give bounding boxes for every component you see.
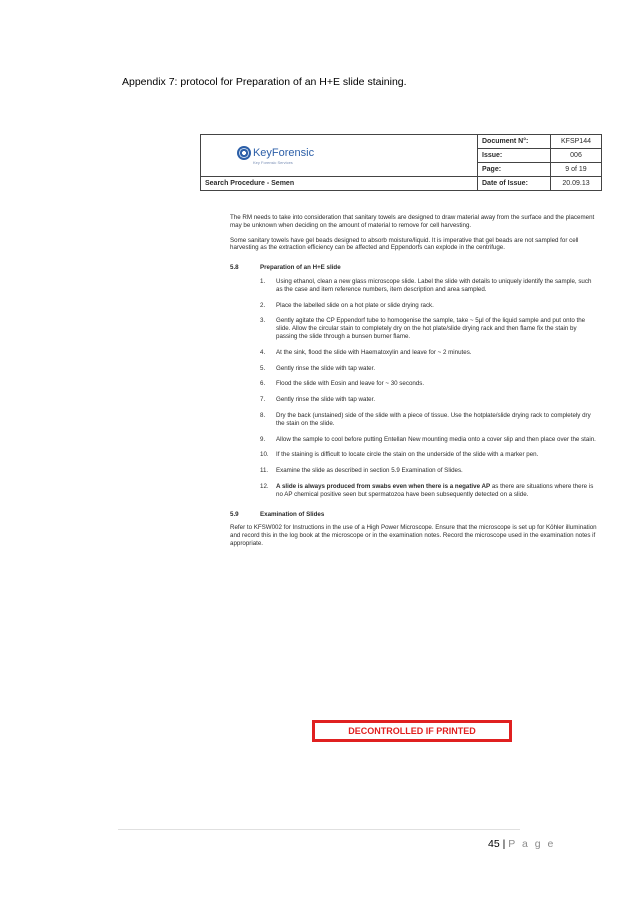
step-number: 10.	[260, 451, 269, 459]
step-text: Gently rinse the slide with tap water.	[276, 396, 376, 404]
section-number: 5.9	[230, 510, 239, 518]
document-body	[230, 214, 598, 555]
step-text: At the sink, flood the slide with Haematoxylin and leave for ~ 2 minutes.	[276, 348, 472, 356]
list-item	[260, 483, 598, 499]
step-number: 2.	[260, 301, 266, 309]
footer-divider	[118, 829, 520, 830]
list-item	[260, 396, 598, 404]
step-number: 9.	[260, 435, 266, 443]
step-text: Allow the sample to cool before putting Entellan New mounting media onto a cover slip and then place over the stain.	[276, 435, 596, 443]
step-text: If the staining is difficult to locate circle the stain on the underside of the slide with a marker pen.	[276, 451, 539, 459]
step-number: 5.	[260, 364, 266, 372]
keyforensic-logo-icon	[237, 146, 251, 160]
steps-list	[230, 278, 598, 499]
step-text: as there are situations where there is no AP chemical positive seen but spermatozoa have been subsequently detected on a slide.	[276, 482, 594, 498]
logo-text: KeyForensic	[252, 147, 315, 159]
section-5-9-paragraph: Refer to KFSW002 for Instructions in the use of a High Power Microscope. Ensure that the microscope is set up for Köhler illumination and record this in the log book at the microscope or in the examination notes. Record the microscope used in the examination notes if appropriate.	[230, 524, 597, 547]
date-value: 20.09.13	[551, 177, 602, 191]
list-item	[260, 380, 598, 388]
page-number-value: 45	[488, 838, 500, 850]
list-item	[260, 451, 598, 459]
procedure-title: Search Procedure - Semen	[201, 177, 478, 191]
step-text: Using ethanol, clean a new glass microscope slide. Label the slide with details to uniquely identify the sample, such as the case and item reference numbers, item description and area sampled.	[276, 277, 592, 293]
step-number: 12.	[260, 482, 269, 490]
step-number: 6.	[260, 380, 266, 388]
list-item	[260, 365, 598, 373]
intro-paragraph-2: Some sanitary towels have gel beads designed to absorb moisture/liquid. It is imperative that gel beads are not sampled for cell harvesting as the extraction efficiency can be affected and Eppendorfs can explode in the centrifuge.	[230, 236, 579, 252]
section-title: Examination of Slides	[260, 510, 325, 518]
doc-no-label: Document N°:	[478, 135, 551, 149]
step-text: Examine the slide as described in section 5.9 Examination of Slides.	[276, 467, 463, 475]
logo-cell	[201, 135, 478, 177]
scanned-document	[200, 134, 602, 774]
list-item	[260, 349, 598, 357]
list-item	[260, 302, 598, 310]
step-bold-text: A slide is always produced from swabs even when there is a negative AP	[276, 482, 491, 490]
page-word: P a g e	[508, 838, 556, 850]
issue-value: 006	[551, 149, 602, 163]
section-5-9-heading	[230, 511, 598, 519]
list-item	[260, 436, 598, 444]
step-text: Place the labelled slide on a hot plate or slide drying rack.	[276, 301, 434, 309]
step-number: 1.	[260, 277, 266, 285]
step-number: 11.	[260, 467, 269, 475]
step-text: Gently agitate the CP Eppendorf tube to homogenise the sample, take ~ 5µl of the liquid sample and put onto the slide. Allow the circular stain to completely dry on the hot plate/slide drying rack and then flame fix the stain by passing the slide through a bunsen burner flame.	[276, 317, 586, 340]
section-title: Preparation of an H+E slide	[260, 264, 341, 272]
page-separator: |	[502, 838, 506, 850]
step-number: 7.	[260, 396, 266, 404]
step-text: Dry the back (unstained) side of the slide with a piece of tissue. Use the hotplate/slide drying rack to completely dry the stain on the slide.	[276, 411, 591, 427]
page-value: 9 of 19	[551, 163, 602, 177]
intro-paragraph-1: The RM needs to take into consideration that sanitary towels are designed to draw material away from the surface and the placement may be unknown when deciding on the amount of material to remove for cell harvesting.	[230, 214, 595, 229]
section-5-8-heading	[230, 264, 598, 272]
date-label: Date of Issue:	[478, 177, 551, 191]
step-number: 4.	[260, 348, 266, 356]
step-number: 3.	[260, 317, 266, 325]
list-item	[260, 317, 598, 340]
doc-no-value: KFSP144	[551, 135, 602, 149]
list-item	[260, 278, 598, 294]
page-label: Page:	[478, 163, 551, 177]
appendix-title: Appendix 7: protocol for Preparation of an H+E slide staining.	[122, 76, 407, 88]
list-item	[260, 412, 598, 428]
step-number: 8.	[260, 411, 266, 419]
step-text: Flood the slide with Eosin and leave for ~ 30 seconds.	[276, 380, 425, 388]
decontrolled-stamp: DECONTROLLED IF PRINTED	[312, 720, 512, 742]
issue-label: Issue:	[478, 149, 551, 163]
page-number	[488, 838, 555, 850]
list-item	[260, 467, 598, 475]
logo-subtitle: Key Forensic Services	[253, 160, 293, 165]
step-text: Gently rinse the slide with tap water.	[276, 364, 376, 372]
section-number: 5.8	[230, 264, 239, 272]
document-header-table	[200, 134, 602, 191]
